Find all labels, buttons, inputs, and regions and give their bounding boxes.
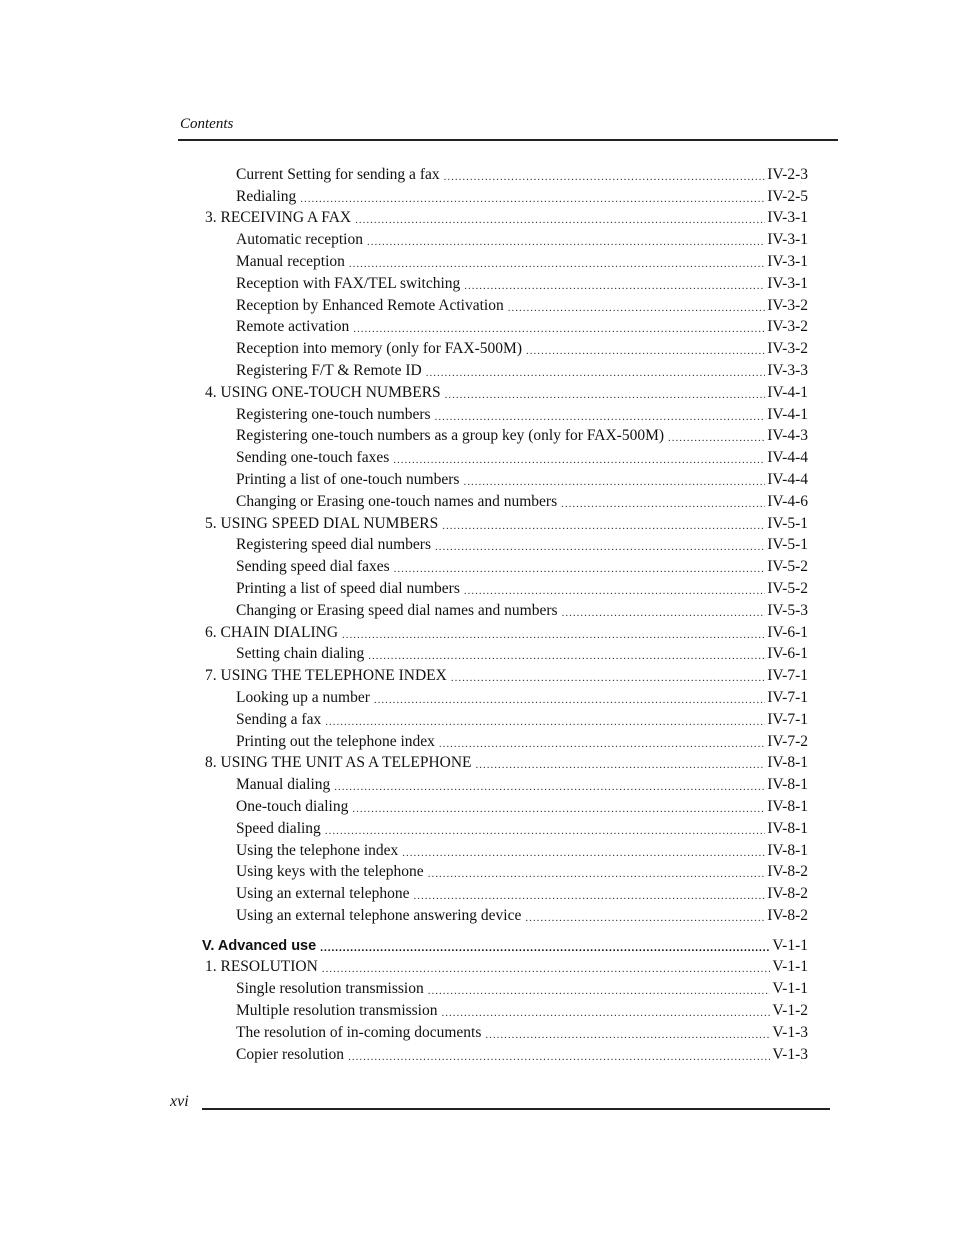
toc-subsection-entry[interactable]	[0, 162, 808, 184]
toc-entry-page: IV-5-1	[767, 536, 808, 554]
toc-entry-page: V-1-3	[772, 1023, 808, 1041]
toc-section-entry[interactable]	[0, 751, 808, 773]
toc-entry-page: IV-3-3	[767, 361, 808, 379]
toc-section-entry[interactable]	[0, 206, 808, 228]
toc-section-entry[interactable]	[0, 620, 808, 642]
toc-entry-title: Registering F/T & Remote ID	[236, 361, 422, 379]
toc-subsection-entry[interactable]	[0, 424, 808, 446]
toc-entry-title: 7. USING THE TELEPHONE INDEX	[205, 667, 447, 685]
toc-entry-title: Multiple resolution transmission	[236, 1002, 438, 1020]
footer-rule	[202, 1108, 830, 1110]
toc-subsection-entry[interactable]	[0, 642, 808, 664]
dot-leader	[426, 366, 766, 380]
dot-leader	[435, 540, 765, 554]
toc-entry-page: IV-4-6	[767, 492, 808, 510]
toc-entry-title: 3. RECEIVING A FAX	[205, 209, 352, 227]
toc-entry-page: IV-3-1	[767, 274, 808, 292]
toc-subsection-entry[interactable]	[0, 881, 808, 903]
toc-subsection-entry[interactable]	[0, 315, 808, 337]
dot-leader	[300, 192, 765, 206]
toc-entry-page: V-1-1	[772, 936, 808, 954]
toc-subsection-entry[interactable]	[0, 358, 808, 380]
toc-subsection-entry[interactable]	[0, 860, 808, 882]
toc-part-entry[interactable]	[0, 933, 808, 955]
toc-entry-page: IV-8-1	[767, 754, 808, 772]
toc-entry-title: Using the telephone index	[236, 841, 399, 859]
toc-entry-page: IV-6-1	[767, 623, 808, 641]
toc-entry-title: Sending speed dial faxes	[236, 558, 390, 576]
toc-entry-title: Registering one-touch numbers	[236, 405, 431, 423]
toc-subsection-entry[interactable]	[0, 184, 808, 206]
dot-leader	[435, 410, 766, 424]
dot-leader	[526, 344, 765, 358]
toc-subsection-entry[interactable]	[0, 729, 808, 751]
toc-entry-title: Changing or Erasing speed dial names and numbers	[236, 601, 558, 619]
toc-entry-page: IV-4-4	[767, 449, 808, 467]
toc-entry-page: V-1-2	[772, 1002, 808, 1020]
toc-section-entry[interactable]	[0, 511, 808, 533]
toc-subsection-entry[interactable]	[0, 336, 808, 358]
toc-entry-title: Single resolution transmission	[236, 980, 424, 998]
toc-entry-title: 6. CHAIN DIALING	[205, 623, 339, 641]
dot-leader	[402, 846, 765, 860]
toc-subsection-entry[interactable]	[0, 227, 808, 249]
dot-leader	[562, 606, 766, 620]
toc-entry-page: IV-5-2	[767, 558, 808, 576]
toc-entry-page: IV-8-1	[767, 841, 808, 859]
toc-subsection-entry[interactable]	[0, 685, 808, 707]
dot-leader	[442, 1006, 771, 1020]
dot-leader	[355, 213, 765, 227]
toc-entry-page: IV-5-2	[767, 579, 808, 597]
toc-entry-page: IV-3-2	[767, 296, 808, 314]
toc-entry-title: 8. USING THE UNIT AS A TELEPHONE	[205, 754, 472, 772]
dot-leader	[428, 867, 766, 881]
toc-entry-title: Current Setting for sending a fax	[236, 165, 440, 183]
toc-entry-page: IV-3-1	[767, 252, 808, 270]
dot-leader	[508, 301, 766, 315]
toc-entry-title: Copier resolution	[236, 1045, 345, 1063]
dot-leader	[325, 715, 765, 729]
toc-subsection-entry[interactable]	[0, 402, 808, 424]
header-rule	[178, 139, 838, 141]
toc-entry-title: Remote activation	[236, 318, 350, 336]
toc-subsection-entry[interactable]	[0, 838, 808, 860]
toc-subsection-entry[interactable]	[0, 707, 808, 729]
toc-subsection-entry[interactable]	[0, 533, 808, 555]
toc-subsection-entry[interactable]	[0, 772, 808, 794]
running-head: Contents	[180, 116, 234, 132]
toc-entry-page: IV-4-1	[767, 405, 808, 423]
toc-subsection-entry[interactable]	[0, 816, 808, 838]
toc-subsection-entry[interactable]	[0, 903, 808, 925]
toc-subsection-entry[interactable]	[0, 467, 808, 489]
toc-entry-title: Sending one-touch faxes	[236, 449, 390, 467]
toc-subsection-entry[interactable]	[0, 293, 808, 315]
toc-subsection-entry[interactable]	[0, 554, 808, 576]
dot-leader	[320, 941, 770, 955]
toc-entry-page: IV-3-2	[767, 340, 808, 358]
toc-entry-page: IV-7-1	[767, 710, 808, 728]
dot-leader	[439, 737, 765, 751]
toc-entry-page: IV-3-1	[767, 209, 808, 227]
dot-leader	[322, 962, 771, 976]
toc-entry-title: Printing out the telephone index	[236, 732, 435, 750]
toc-entry-page: IV-7-2	[767, 732, 808, 750]
dot-leader	[413, 889, 765, 903]
toc-entry-page: V-1-1	[772, 980, 808, 998]
dot-leader	[561, 497, 765, 511]
toc-entry-page: IV-8-1	[767, 797, 808, 815]
toc-entry-title: Manual dialing	[236, 776, 331, 794]
toc-entry-title: Printing a list of one-touch numbers	[236, 470, 460, 488]
toc-section-entry[interactable]	[0, 380, 808, 402]
dot-leader	[325, 824, 765, 838]
dot-leader	[525, 911, 765, 925]
dot-leader	[368, 649, 765, 663]
toc-subsection-entry[interactable]	[0, 271, 808, 293]
toc-subsection-entry[interactable]	[0, 794, 808, 816]
toc-entry-title: Sending a fax	[236, 710, 322, 728]
toc-entry-title: The resolution of in-coming documents	[236, 1023, 482, 1041]
toc-subsection-entry[interactable]	[0, 489, 808, 511]
dot-leader	[349, 257, 765, 271]
toc-entry-title: Manual reception	[236, 252, 345, 270]
dot-leader	[463, 475, 765, 489]
toc-entry-page: IV-4-3	[767, 427, 808, 445]
toc-entry-title: Using an external telephone answering device	[236, 906, 522, 924]
toc-subsection-entry[interactable]	[0, 598, 808, 620]
toc-entry-title: 1. RESOLUTION	[205, 958, 318, 976]
dot-leader	[428, 984, 771, 998]
toc-entry-title: V. Advanced use	[202, 937, 317, 954]
dot-leader	[348, 1050, 770, 1064]
toc-entry-page: IV-2-3	[767, 165, 808, 183]
toc-entry-title: Reception by Enhanced Remote Activation	[236, 296, 504, 314]
toc-entry-page: IV-8-2	[767, 885, 808, 903]
toc-subsection-entry[interactable]	[0, 976, 808, 998]
toc-entry-page: IV-4-1	[767, 383, 808, 401]
toc-entry-title: Registering one-touch numbers as a group key (only for FAX-500M)	[236, 427, 665, 445]
dot-leader	[374, 693, 765, 707]
toc-entry-page: IV-4-4	[767, 470, 808, 488]
toc-entry-page: IV-7-1	[767, 688, 808, 706]
dot-leader	[668, 431, 765, 445]
toc-entry-page: IV-3-2	[767, 318, 808, 336]
page-number: xvi	[170, 1093, 189, 1110]
dot-leader	[445, 388, 766, 402]
dot-leader	[367, 235, 765, 249]
toc-entry-title: One-touch dialing	[236, 797, 349, 815]
toc-subsection-entry[interactable]	[0, 998, 808, 1020]
dot-leader	[464, 279, 765, 293]
dot-leader	[353, 322, 765, 336]
toc-subsection-entry[interactable]	[0, 1020, 808, 1042]
toc-entry-title: Setting chain dialing	[236, 645, 365, 663]
toc-subsection-entry[interactable]	[0, 249, 808, 271]
toc-entry-page: IV-6-1	[767, 645, 808, 663]
toc-section-entry[interactable]	[0, 663, 808, 685]
dot-leader	[342, 628, 765, 642]
dot-leader	[334, 780, 765, 794]
toc-entry-title: Reception into memory (only for FAX-500M)	[236, 340, 522, 358]
dot-leader	[393, 453, 765, 467]
toc-entry-title: Registering speed dial numbers	[236, 536, 431, 554]
dot-leader	[485, 1028, 770, 1042]
dot-leader	[464, 584, 765, 598]
toc-subsection-entry[interactable]	[0, 1042, 808, 1064]
toc-entry-title: Using keys with the telephone	[236, 863, 424, 881]
toc-subsection-entry[interactable]	[0, 445, 808, 467]
dot-leader	[352, 802, 765, 816]
toc-entry-title: Using an external telephone	[236, 885, 410, 903]
toc-entry-title: Redialing	[236, 187, 297, 205]
toc-entry-page: V-1-3	[772, 1045, 808, 1063]
toc-subsection-entry[interactable]	[0, 576, 808, 598]
toc-entry-page: IV-2-5	[767, 187, 808, 205]
toc-entry-page: IV-8-1	[767, 819, 808, 837]
dot-leader	[451, 671, 765, 685]
toc-entry-title: Automatic reception	[236, 231, 363, 249]
toc-entry-page: IV-8-2	[767, 863, 808, 881]
toc-entry-title: 4. USING ONE-TOUCH NUMBERS	[205, 383, 441, 401]
toc-entry-page: V-1-1	[772, 958, 808, 976]
toc-entry-title: Reception with FAX/TEL switching	[236, 274, 461, 292]
dot-leader	[476, 758, 766, 772]
toc-entry-page: IV-7-1	[767, 667, 808, 685]
toc-entry-title: Looking up a number	[236, 688, 370, 706]
toc-entry-title: Printing a list of speed dial numbers	[236, 579, 460, 597]
toc-entry-title: 5. USING SPEED DIAL NUMBERS	[205, 514, 439, 532]
toc-entry-page: IV-5-3	[767, 601, 808, 619]
table-of-contents	[0, 162, 954, 1064]
toc-entry-page: IV-8-1	[767, 776, 808, 794]
dot-leader	[394, 562, 766, 576]
toc-entry-page: IV-5-1	[767, 514, 808, 532]
toc-entry-page: IV-3-1	[767, 231, 808, 249]
dot-leader	[444, 170, 766, 184]
toc-section-entry[interactable]	[0, 955, 808, 977]
toc-entry-page: IV-8-2	[767, 906, 808, 924]
toc-entry-title: Speed dialing	[236, 819, 321, 837]
toc-entry-title: Changing or Erasing one-touch names and numbers	[236, 492, 558, 510]
dot-leader	[442, 519, 765, 533]
